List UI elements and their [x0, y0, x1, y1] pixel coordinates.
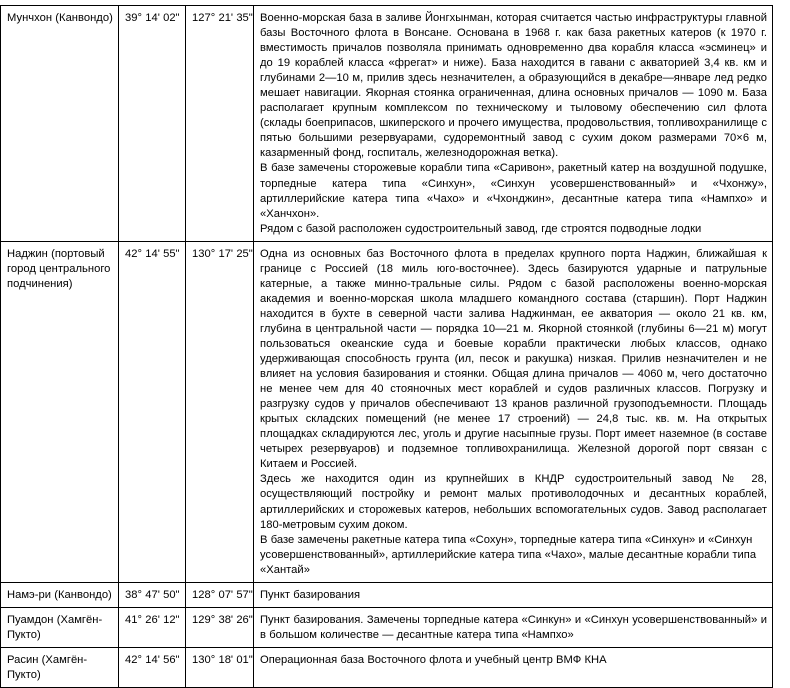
table-row: [1, 607, 773, 647]
cell-description: [254, 241, 773, 582]
cell-latitude: 38° 47' 50": [119, 582, 186, 607]
cell-base-name: Пуамдон (Хамгён-Пукто): [1, 607, 119, 647]
cell-description: [254, 6, 773, 242]
cell-base-name: Мунчхон (Канвондо): [1, 6, 119, 242]
cell-description: [254, 647, 773, 687]
cell-longitude: 128° 07' 57": [186, 582, 254, 607]
description-paragraph: Военно-морская база в заливе Йонгхынман, которая считается частью инфраструктуры главной базы Восточного флота в Вонсане. Основана в 1968 г. как база ракетных катеров (к 1970 г. вместимость причалов позволяла принимать одновременно два корабля класса «эсминец» и до 19 кораблей класса «фрегат» и ниже). База находится в гавани с акваторией 3,4 кв. км и глубинами 2—10 м, прилив здесь незначителен, а образующийся в декабре—январе лед редко мешает навигации. Якорная стоянка ограниченная, длина основных причалов — 1090 м. База располагает крупным комплексом по техническому и тыловому обеспечению сил флота (склады боеприпасов, шкиперского и прочего имущества, продовольствия, топливохранилище с пятью большими резервуарами, судоремонтный завод с сухим доком размерами 70×6 м, казарменный фонд, госпиталь, железнодорожная ветка).: [260, 12, 767, 160]
naval-bases-table: [0, 5, 773, 688]
description-paragraph: В базе замечены ракетные катера типа «Сохун», торпедные катера типа «Синхун» и «Синхун усовершенствованный», артиллерийские катера типа «Чахо», малые десантные корабли типа «Хантай»: [260, 533, 757, 576]
cell-latitude: 42° 14' 55": [119, 241, 186, 582]
table-body: [1, 6, 773, 688]
cell-longitude: 127° 21' 35": [186, 6, 254, 242]
cell-latitude: 41° 26' 12": [119, 607, 186, 647]
description-paragraph: Пункт базирования: [260, 588, 361, 601]
cell-latitude: 39° 14' 02": [119, 6, 186, 242]
table-row: [1, 582, 773, 607]
cell-latitude: 42° 14' 56": [119, 647, 186, 687]
description-paragraph: Одна из основных баз Восточного флота в пределах крупного порта Наджин, ближайшая к границе с Россией (18 миль юго-восточнее). Здесь базируются ударные и патрульные катерные, а также минно-тральные силы. Рядом с базой расположены военно-морская академия и военно-морская школа младшего командного состава (старшин). Порт Наджин находится в бухте в северной части залива Наджинман, ее акватория — около 21 кв. км, глубина в центральной части — порядка 10—21 м. Якорной стоянкой (глубины 6—21 м) могут пользоваться океанские суда и боевые корабли практически любых классов, однако удерживающая способность грунта (ил, песок и ракушка) низкая. Прилив незначителен и не влияет на условия базирования и стоянки. Общая длина причалов — 4060 м, чего достаточно не менее чем для 40 стояночных мест кораблей и судов различных классов. Погрузку и разгрузку судов у причалов обеспечивают 13 кранов различной грузоподъемности. Площадь крытых складских помещений (не менее 17 строений) — 24,8 тыс. кв. м. На открытых площадках складируются лес, уголь и другие насыпные грузы. Порт имеет наземное (в составе четырех резервуаров) и подземное топливохранилища. Железной дорогой порт связан с Китаем и Россией.: [260, 247, 767, 471]
table-row: [1, 241, 773, 582]
description-paragraph: Здесь же находится один из крупнейших в КНДР судостроительный завод № 28, осуществляющий постройку и ремонт малых противолодочных и десантных кораблей, артиллерийских и сторожевых катеров, небольших вспомогательных судов. Завод располагает 180-метровым сухим доком.: [260, 473, 767, 531]
cell-longitude: 130° 18' 01": [186, 647, 254, 687]
cell-description: [254, 607, 773, 647]
description-paragraph: Операционная база Восточного флота и учебный центр ВМФ КНА: [260, 653, 607, 666]
table-row: [1, 647, 773, 687]
cell-base-name: Намэ-ри (Канвондо): [1, 582, 119, 607]
description-paragraph: Рядом с базой расположен судостроительный завод, где строятся подводные лодки: [260, 222, 702, 235]
cell-base-name: Расин (Хамгён-Пукто): [1, 647, 119, 687]
table-row: [1, 6, 773, 242]
cell-description: [254, 582, 773, 607]
cell-base-name: Наджин (портовый город центрального подчинения): [1, 241, 119, 582]
cell-longitude: 130° 17' 25": [186, 241, 254, 582]
cell-longitude: 129° 38' 26": [186, 607, 254, 647]
description-paragraph: В базе замечены сторожевые корабли типа «Саривон», ракетный катер на воздушной подушке, торпедные катера типа «Синхун», «Синхун усовершенствованный» и «Чхонжу», артиллерийские катера типа «Чахо» и «Чхонджин», десантные катера типа «Нампхо» и «Ханчхон».: [260, 162, 767, 220]
description-paragraph: Пункт базирования. Замечены торпедные катера «Синкун» и «Синхун усовершенствованный» и в большом количестве — десантные катера типа «Нампхо»: [260, 613, 767, 641]
